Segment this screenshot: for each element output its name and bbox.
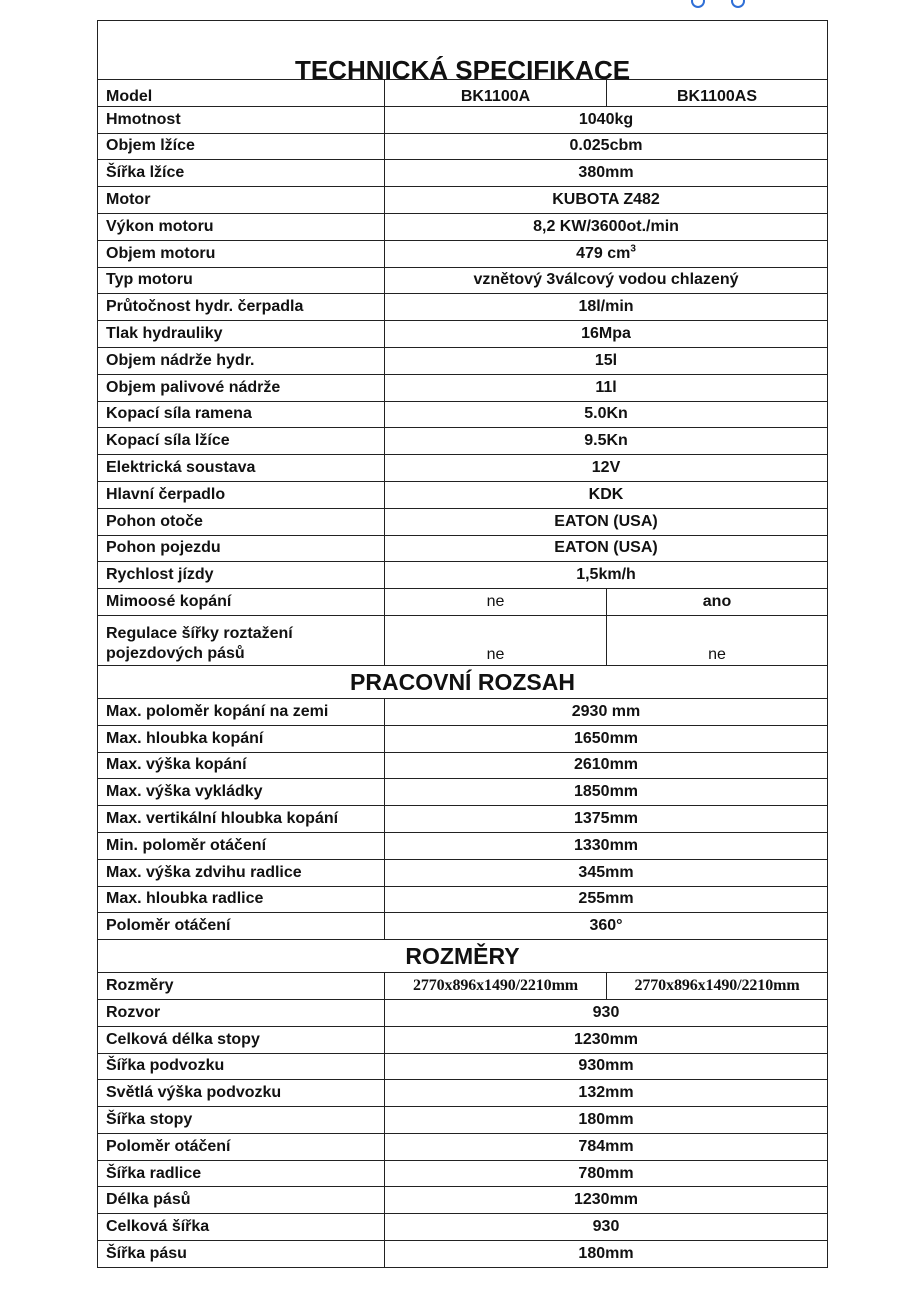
spec-row xyxy=(98,267,828,294)
dimension-label: Šířka stopy xyxy=(98,1107,385,1134)
spec-row xyxy=(98,562,828,589)
spec-label: Motor xyxy=(98,187,385,214)
spec-value: EATON (USA) xyxy=(385,535,828,562)
dimension-label: Šířka pásu xyxy=(98,1241,385,1268)
work-range-row xyxy=(98,832,828,859)
spec-value: KDK xyxy=(385,481,828,508)
spec-row xyxy=(98,321,828,348)
work-range-row xyxy=(98,913,828,940)
spec-value: 1040kg xyxy=(385,106,828,133)
model-b: BK1100AS xyxy=(607,80,828,107)
spec-label: Objem motoru xyxy=(98,240,385,267)
work-range-value: 1850mm xyxy=(385,779,828,806)
work-range-row xyxy=(98,725,828,752)
spec-row xyxy=(98,213,828,240)
dimension-label: Světlá výška podvozku xyxy=(98,1080,385,1107)
spec-label: Typ motoru xyxy=(98,267,385,294)
dimension-row xyxy=(98,1241,828,1268)
option-value-a: ne xyxy=(385,615,607,665)
spec-table xyxy=(97,20,828,1268)
spec-label: Hlavní čerpadlo xyxy=(98,481,385,508)
section-heading-dimensions: ROZMĚRY xyxy=(98,940,828,973)
spec-value: 15l xyxy=(385,347,828,374)
option-row xyxy=(98,615,828,665)
dimension-row xyxy=(98,1080,828,1107)
dimension-value: 180mm xyxy=(385,1241,828,1268)
spec-label: Rychlost jízdy xyxy=(98,562,385,589)
work-range-label: Max. výška vykládky xyxy=(98,779,385,806)
option-value-b: ano xyxy=(607,589,828,616)
dimension-value: 1230mm xyxy=(385,1187,828,1214)
spec-value: 12V xyxy=(385,455,828,482)
work-range-label: Max. výška kopání xyxy=(98,752,385,779)
section-row xyxy=(98,940,828,973)
spec-row xyxy=(98,535,828,562)
spec-row xyxy=(98,401,828,428)
spec-label: Tlak hydrauliky xyxy=(98,321,385,348)
title-row xyxy=(98,21,828,80)
work-range-row xyxy=(98,698,828,725)
dimensions-value-a: 2770x896x1490/2210mm xyxy=(385,973,607,1000)
spec-label: Výkon motoru xyxy=(98,213,385,240)
spec-value: KUBOTA Z482 xyxy=(385,187,828,214)
section-heading-work-range: PRACOVNÍ ROZSAH xyxy=(98,665,828,698)
spec-value: 11l xyxy=(385,374,828,401)
spec-value-superscript: 3 xyxy=(630,243,636,255)
spec-value: 9.5Kn xyxy=(385,428,828,455)
work-range-label: Poloměr otáčení xyxy=(98,913,385,940)
dimension-label: Šířka podvozku xyxy=(98,1053,385,1080)
work-range-label: Max. hloubka kopání xyxy=(98,725,385,752)
option-value-a: ne xyxy=(385,589,607,616)
option-row xyxy=(98,589,828,616)
work-range-value: 345mm xyxy=(385,859,828,886)
spec-row xyxy=(98,347,828,374)
dimension-value: 1230mm xyxy=(385,1026,828,1053)
spec-value: EATON (USA) xyxy=(385,508,828,535)
dimension-row xyxy=(98,1214,828,1241)
dimension-label: Šířka radlice xyxy=(98,1160,385,1187)
spec-row xyxy=(98,187,828,214)
spec-value: 8,2 KW/3600ot./min xyxy=(385,213,828,240)
corner-logo-fragment xyxy=(671,0,761,4)
work-range-value: 1375mm xyxy=(385,806,828,833)
spec-value: 1,5km/h xyxy=(385,562,828,589)
spec-value: 0.025cbm xyxy=(385,133,828,160)
dimension-label: Celková šířka xyxy=(98,1214,385,1241)
work-range-value: 360° xyxy=(385,913,828,940)
model-a: BK1100A xyxy=(385,80,607,107)
work-range-row xyxy=(98,859,828,886)
dimension-row xyxy=(98,1053,828,1080)
spec-label: Objem nádrže hydr. xyxy=(98,347,385,374)
work-range-label: Max. výška zdvihu radlice xyxy=(98,859,385,886)
dimension-row xyxy=(98,1026,828,1053)
spec-row xyxy=(98,428,828,455)
spec-value: 18l/min xyxy=(385,294,828,321)
option-value-b: ne xyxy=(607,615,828,665)
spec-label: Pohon pojezdu xyxy=(98,535,385,562)
work-range-value: 2930 mm xyxy=(385,698,828,725)
dimension-value: 930 xyxy=(385,999,828,1026)
work-range-row xyxy=(98,806,828,833)
work-range-label: Min. poloměr otáčení xyxy=(98,832,385,859)
option-label: Regulace šířky roztažení pojezdových pásů xyxy=(98,615,385,665)
dimension-label: Poloměr otáčení xyxy=(98,1133,385,1160)
model-row xyxy=(98,80,828,107)
dimensions-value-b: 2770x896x1490/2210mm xyxy=(607,973,828,1000)
spec-value: 380mm xyxy=(385,160,828,187)
work-range-row xyxy=(98,752,828,779)
spec-label: Kopací síla lžíce xyxy=(98,428,385,455)
work-range-value: 1330mm xyxy=(385,832,828,859)
dimension-value: 780mm xyxy=(385,1160,828,1187)
work-range-row xyxy=(98,779,828,806)
dimension-value: 930mm xyxy=(385,1053,828,1080)
spec-row xyxy=(98,133,828,160)
dimension-value: 784mm xyxy=(385,1133,828,1160)
dimension-value: 180mm xyxy=(385,1107,828,1134)
work-range-label: Max. poloměr kopání na zemi xyxy=(98,698,385,725)
dimension-value: 930 xyxy=(385,1214,828,1241)
dimensions-label: Rozměry xyxy=(98,973,385,1000)
dimension-label: Rozvor xyxy=(98,999,385,1026)
spec-label: Šířka lžíce xyxy=(98,160,385,187)
spec-value: vznětový 3válcový vodou chlazený xyxy=(385,267,828,294)
spec-label: Objem palivové nádrže xyxy=(98,374,385,401)
dimension-row xyxy=(98,999,828,1026)
dimension-row xyxy=(98,1133,828,1160)
spec-row xyxy=(98,481,828,508)
spec-row xyxy=(98,455,828,482)
work-range-value: 255mm xyxy=(385,886,828,913)
spec-value: 16Mpa xyxy=(385,321,828,348)
work-range-row xyxy=(98,886,828,913)
spec-row xyxy=(98,374,828,401)
page-title: TECHNICKÁ SPECIFIKACE xyxy=(98,21,828,80)
spec-value xyxy=(385,240,828,267)
spec-row xyxy=(98,106,828,133)
spec-value: 5.0Kn xyxy=(385,401,828,428)
spec-label: Hmotnost xyxy=(98,106,385,133)
work-range-value: 2610mm xyxy=(385,752,828,779)
spec-label: Objem lžíce xyxy=(98,133,385,160)
work-range-label: Max. hloubka radlice xyxy=(98,886,385,913)
model-label: Model xyxy=(98,80,385,107)
spec-label: Průtočnost hydr. čerpadla xyxy=(98,294,385,321)
work-range-label: Max. vertikální hloubka kopání xyxy=(98,806,385,833)
spec-label: Kopací síla ramena xyxy=(98,401,385,428)
spec-row xyxy=(98,508,828,535)
work-range-value: 1650mm xyxy=(385,725,828,752)
spec-row xyxy=(98,240,828,267)
dimension-label: Délka pásů xyxy=(98,1187,385,1214)
option-label: Mimoosé kopání xyxy=(98,589,385,616)
dimension-row xyxy=(98,1187,828,1214)
dimension-row xyxy=(98,1107,828,1134)
dimension-row xyxy=(98,1160,828,1187)
section-row xyxy=(98,665,828,698)
dimension-label: Celková délka stopy xyxy=(98,1026,385,1053)
spec-row xyxy=(98,294,828,321)
dimensions-row xyxy=(98,973,828,1000)
spec-label: Elektrická soustava xyxy=(98,455,385,482)
spec-row xyxy=(98,160,828,187)
spec-label: Pohon otoče xyxy=(98,508,385,535)
dimension-value: 132mm xyxy=(385,1080,828,1107)
spec-value-text: 479 cm xyxy=(576,244,631,262)
